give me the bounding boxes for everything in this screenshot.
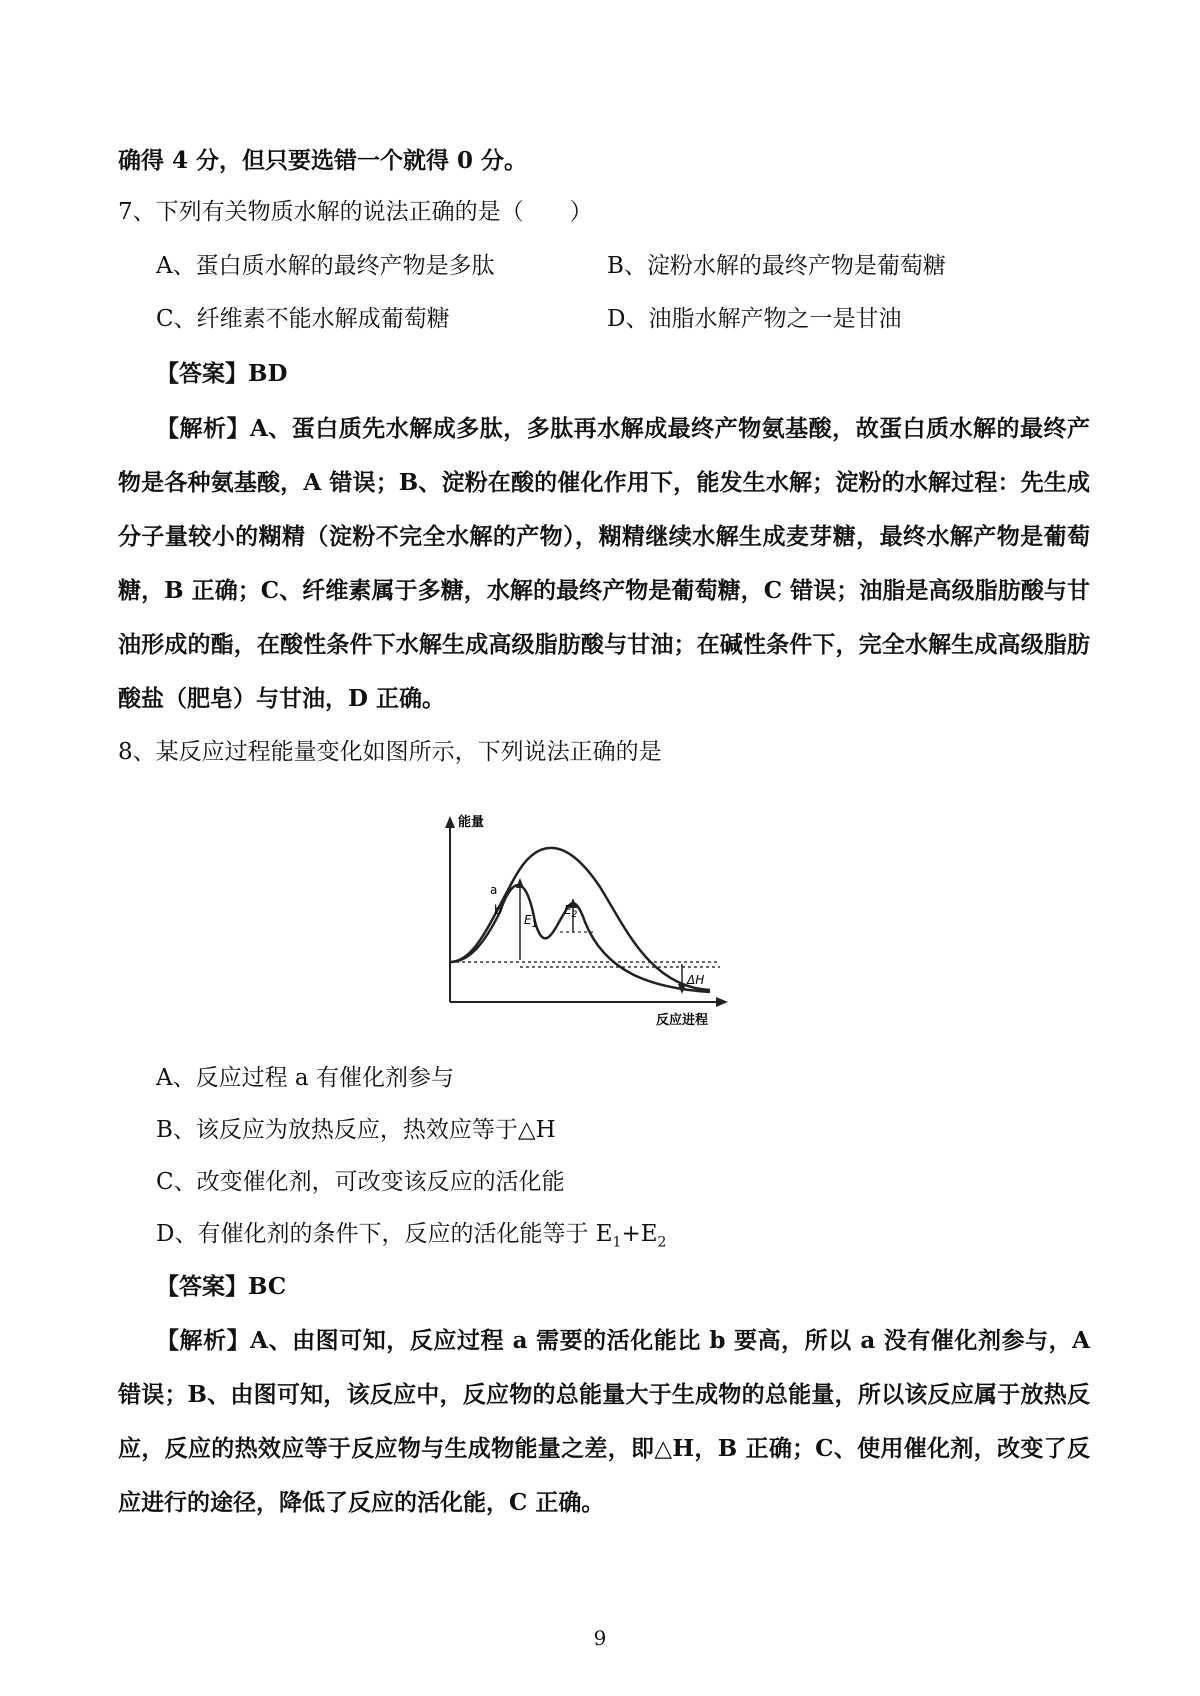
- q8-stem: 8、某反应过程能量变化如图所示，下列说法正确的是: [118, 739, 662, 765]
- dh-label: ΔH: [687, 973, 705, 987]
- q7-stem: 7、下列有关物质水解的说法正确的是（ ）: [118, 199, 593, 225]
- y-axis-arrow: [445, 816, 455, 828]
- e1-arrow-head: [516, 878, 524, 888]
- q7-option-a: A、蛋白质水解的最终产物是多肽: [156, 253, 495, 279]
- q8-option-d: D、有催化剂的条件下，反应的活化能等于 $E_1+E_2$: [156, 1221, 667, 1251]
- e1-label: $E_1$: [524, 913, 538, 930]
- curve-b: [450, 885, 710, 992]
- energy-diagram: [420, 802, 760, 1042]
- y-axis-label: 能量: [458, 815, 485, 830]
- e2-label: $E_2$: [564, 903, 578, 920]
- q8-answer: 【答案】BC: [156, 1273, 287, 1300]
- curve-a-label: a: [490, 883, 498, 897]
- q8-option-a: A、反应过程 a 有催化剂参与: [156, 1065, 454, 1091]
- page-number: 9: [593, 1626, 607, 1650]
- q7-option-b: B、淀粉水解的最终产物是葡萄糖: [607, 253, 946, 279]
- q8-analysis: 【解析】A、由图可知，反应过程 a 需要的活化能比 b 要高，所以 a 没有催化剂参与，A 错误；B、由图可知，该反应中，反应物的总能量大于生成物的总能量，所以该反应属于放热反应，反应的热效应等于反应物与生成物能量之差，即△H，B 正确；C、使用催化剂，改变了反应进行的途径，降低了反应的活化能，C 正确。: [118, 1327, 1090, 1516]
- q8-option-c: C、改变催化剂，可改变该反应的活化能: [156, 1169, 565, 1195]
- q7-option-d: D、油脂水解产物之一是甘油: [607, 306, 902, 332]
- x-axis-arrow: [716, 997, 728, 1007]
- q8-option-b: B、该反应为放热反应，热效应等于△H: [156, 1117, 556, 1143]
- intro-line: 确得 4 分，但只要选错一个就得 0 分。: [118, 147, 528, 174]
- curve-a: [450, 848, 710, 990]
- q7-answer: 【答案】BD: [156, 360, 288, 387]
- curve-b-label: b: [494, 903, 502, 917]
- q7-analysis: 【解析】A、蛋白质先水解成多肽，多肽再水解成最终产物氨基酸，故蛋白质水解的最终产物是各种氨基酸，A 错误；B、淀粉在酸的催化作用下，能发生水解；淀粉的水解过程：先生成分子量较小的糊精（淀粉不完全水解的产物），糊精继续水解生成麦芽糖，最终水解产物是葡萄糖，B 正确；C、纤维素属于多糖，水解的最终产物是葡萄糖，C 错误；油脂是高级脂肪酸与甘油形成的酯，在酸性条件下水解生成高级脂肪酸与甘油；在碱性条件下，完全水解生成高级脂肪酸盐（肥皂）与甘油，D 正确。: [118, 415, 1090, 712]
- q7-option-c: C、纤维素不能水解成葡萄糖: [156, 306, 450, 332]
- energy-diagram-svg: [420, 802, 760, 1042]
- x-axis-label: 反应进程: [656, 1013, 709, 1028]
